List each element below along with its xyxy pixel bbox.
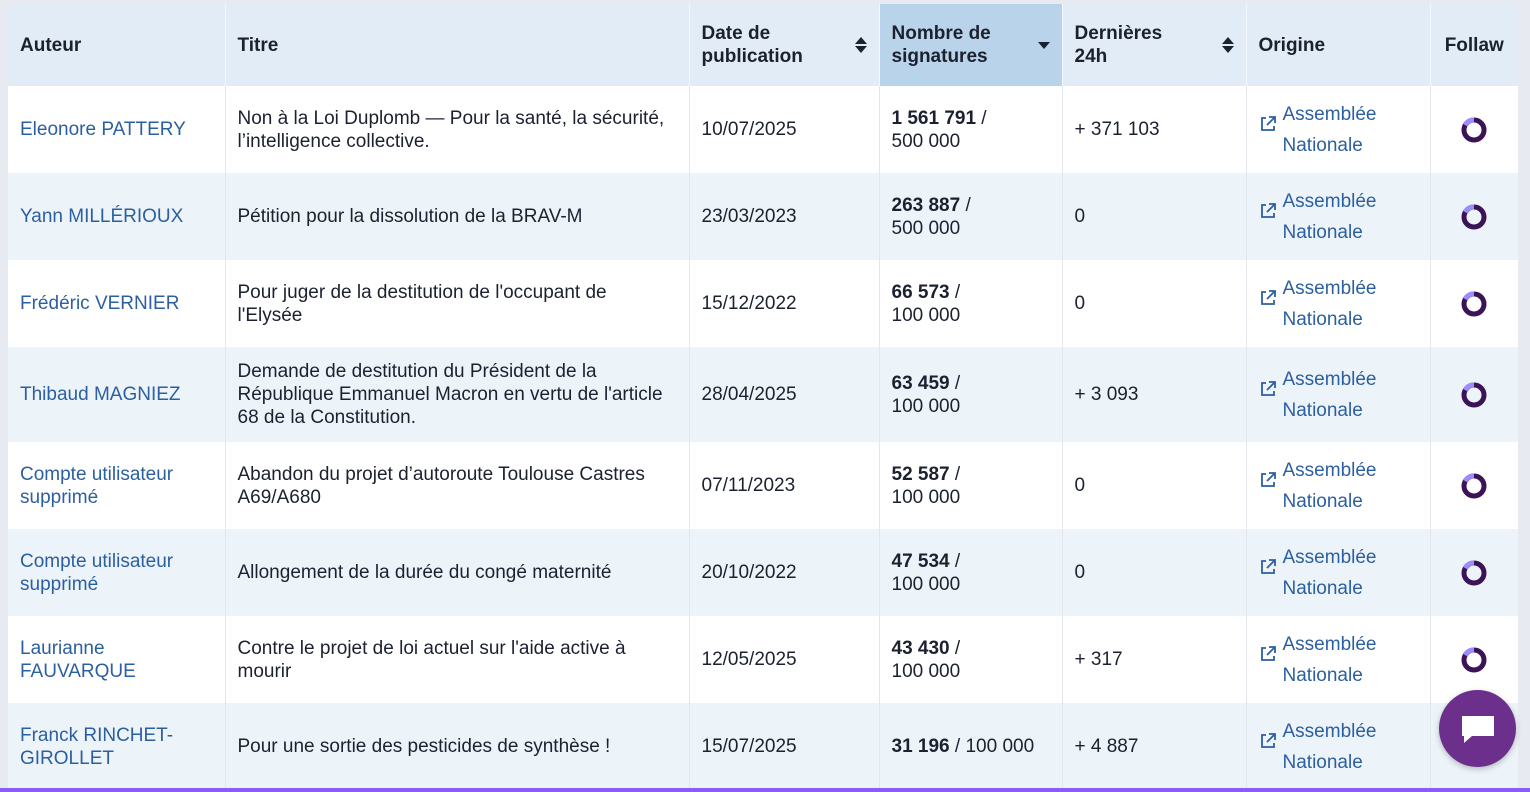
- origin-label: Assemblée Nationale: [1282, 720, 1377, 773]
- table-row: [8, 173, 1518, 260]
- sort-desc-icon[interactable]: [1038, 42, 1050, 49]
- follaw-logo-icon[interactable]: [1460, 381, 1488, 409]
- last24h-value: 0: [1074, 475, 1086, 496]
- date-cell: [689, 173, 879, 260]
- author-link[interactable]: Compte utilisateur supprimé: [20, 463, 174, 508]
- publication-date: 20/10/2022: [701, 562, 797, 583]
- origin-cell[interactable]: [1246, 529, 1430, 616]
- signature-goal: 100 000: [891, 304, 961, 326]
- signatures-cell: 31 196 / 100 000: [879, 703, 1062, 790]
- origin-label: Assemblée Nationale: [1282, 368, 1377, 421]
- title-cell: [225, 173, 689, 260]
- header-follaw: [1430, 4, 1518, 86]
- external-link-icon: [1259, 202, 1277, 220]
- signatures-cell: 1 561 791 / 500 000: [879, 86, 1062, 173]
- last24h-value: + 371 103: [1074, 119, 1160, 140]
- header-title-label: Titre: [237, 34, 279, 56]
- external-link-icon: [1259, 289, 1277, 307]
- header-author: [8, 4, 225, 86]
- date-cell: [689, 86, 879, 173]
- external-link-icon: [1259, 115, 1277, 133]
- petitions-table: [8, 4, 1518, 790]
- external-link-icon: [1259, 380, 1277, 398]
- last24h-cell: [1062, 442, 1246, 529]
- last24h-value: 0: [1074, 293, 1086, 314]
- header-origin: [1246, 4, 1430, 86]
- title-cell: [225, 529, 689, 616]
- author-link[interactable]: Franck RINCHET-GIROLLET: [20, 724, 174, 769]
- signatures-cell: 47 534 / 100 000: [879, 529, 1062, 616]
- signatures-cell: 263 887 / 500 000: [879, 173, 1062, 260]
- title-cell: [225, 260, 689, 347]
- origin-link[interactable]: [1259, 455, 1418, 517]
- signatures-cell: 52 587 / 100 000: [879, 442, 1062, 529]
- publication-date: 12/05/2025: [701, 649, 797, 670]
- origin-cell[interactable]: [1246, 260, 1430, 347]
- follaw-cell[interactable]: [1430, 260, 1518, 347]
- follaw-logo-icon[interactable]: [1460, 203, 1488, 231]
- table-row: [8, 347, 1518, 442]
- signature-goal: 100 000: [965, 736, 1035, 757]
- origin-label: Assemblée Nationale: [1282, 277, 1377, 330]
- last24h-cell: [1062, 616, 1246, 703]
- last24h-cell: [1062, 260, 1246, 347]
- author-link[interactable]: Thibaud MAGNIEZ: [20, 384, 181, 405]
- origin-link[interactable]: [1259, 186, 1418, 248]
- origin-cell[interactable]: [1246, 86, 1430, 173]
- external-link-icon: [1259, 645, 1277, 663]
- origin-cell[interactable]: [1246, 442, 1430, 529]
- origin-link[interactable]: [1259, 99, 1418, 161]
- title-cell: [225, 347, 689, 442]
- signature-count: 66 573: [891, 281, 950, 303]
- signatures-cell: 63 459 / 100 000: [879, 347, 1062, 442]
- publication-date: 15/12/2022: [701, 293, 797, 314]
- header-last24h[interactable]: [1062, 4, 1246, 86]
- title-cell: [225, 616, 689, 703]
- last24h-cell: [1062, 703, 1246, 790]
- signature-count: 47 534: [891, 550, 950, 572]
- follaw-logo-icon[interactable]: [1460, 559, 1488, 587]
- signature-count: 43 430: [891, 637, 950, 659]
- publication-date: 10/07/2025: [701, 119, 797, 140]
- last24h-value: 0: [1074, 206, 1086, 227]
- follaw-cell[interactable]: [1430, 347, 1518, 442]
- table-row: [8, 260, 1518, 347]
- title-cell: [225, 442, 689, 529]
- author-link[interactable]: Compte utilisateur supprimé: [20, 550, 174, 595]
- date-cell: [689, 347, 879, 442]
- origin-cell[interactable]: [1246, 703, 1430, 790]
- signature-goal: 500 000: [891, 217, 961, 239]
- follaw-logo-icon[interactable]: [1460, 472, 1488, 500]
- author-cell[interactable]: [8, 347, 225, 442]
- title-cell: [225, 703, 689, 790]
- author-cell[interactable]: [8, 260, 225, 347]
- origin-link[interactable]: [1259, 542, 1418, 604]
- petition-title: Abandon du projet d’autoroute Toulouse Castres A69/A680: [237, 463, 645, 508]
- origin-link[interactable]: [1259, 273, 1418, 335]
- follaw-logo-icon[interactable]: [1460, 116, 1488, 144]
- header-date-label: Date de publication: [701, 23, 803, 67]
- table-header-row: [8, 4, 1518, 86]
- header-origin-label: Origine: [1258, 34, 1326, 56]
- table-row: [8, 616, 1518, 703]
- last24h-cell: [1062, 86, 1246, 173]
- signature-goal: 100 000: [891, 660, 961, 682]
- petition-title: Pétition pour la dissolution de la BRAV-M: [237, 206, 583, 227]
- origin-link[interactable]: [1259, 716, 1418, 778]
- signature-count: 31 196: [891, 736, 950, 757]
- publication-date: 23/03/2023: [701, 206, 797, 227]
- header-signatures[interactable]: [879, 4, 1062, 86]
- petition-title: Contre le projet de loi actuel sur l'aide active à mourir: [237, 637, 626, 682]
- origin-cell[interactable]: [1246, 173, 1430, 260]
- external-link-icon: [1259, 471, 1277, 489]
- date-cell: [689, 703, 879, 790]
- signature-count: 263 887: [891, 194, 961, 216]
- publication-date: 28/04/2025: [701, 384, 797, 405]
- header-author-label: Auteur: [20, 34, 82, 56]
- petition-title: Allongement de la durée du congé maternité: [237, 562, 612, 583]
- signature-count: 52 587: [891, 463, 950, 485]
- last24h-value: + 4 887: [1074, 736, 1139, 757]
- table-row: [8, 86, 1518, 173]
- date-cell: [689, 260, 879, 347]
- follaw-cell[interactable]: [1430, 173, 1518, 260]
- publication-date: 15/07/2025: [701, 736, 797, 757]
- last24h-cell: [1062, 347, 1246, 442]
- chat-button[interactable]: [1439, 690, 1516, 767]
- author-link[interactable]: Yann MILLÉRIOUX: [20, 206, 184, 227]
- follaw-cell[interactable]: [1430, 442, 1518, 529]
- follaw-cell[interactable]: [1430, 86, 1518, 173]
- header-title: [225, 4, 689, 86]
- author-cell[interactable]: [8, 529, 225, 616]
- follaw-logo-icon[interactable]: [1460, 290, 1488, 318]
- petition-title: Non à la Loi Duplomb — Pour la santé, la sécurité, l’intelligence collective.: [237, 107, 665, 152]
- author-link[interactable]: Frédéric VERNIER: [20, 293, 180, 314]
- accent-bar: [0, 788, 1530, 792]
- signatures-cell: 43 430 / 100 000: [879, 616, 1062, 703]
- origin-cell[interactable]: [1246, 616, 1430, 703]
- origin-label: Assemblée Nationale: [1282, 190, 1377, 243]
- header-signatures-label: Nombre de signatures: [891, 23, 991, 67]
- origin-label: Assemblée Nationale: [1282, 459, 1377, 512]
- table-row: [8, 529, 1518, 616]
- petitions-table-container: [8, 4, 1518, 790]
- origin-label: Assemblée Nationale: [1282, 103, 1377, 156]
- last24h-cell: [1062, 529, 1246, 616]
- header-last24h-label: Dernières 24h: [1074, 23, 1163, 67]
- origin-link[interactable]: [1259, 364, 1418, 426]
- last24h-value: 0: [1074, 562, 1086, 583]
- date-cell: [689, 616, 879, 703]
- sort-both-icon[interactable]: [1222, 37, 1234, 53]
- sort-both-icon[interactable]: [855, 37, 867, 53]
- date-cell: [689, 442, 879, 529]
- chat-icon: [1458, 712, 1498, 746]
- signatures-cell: 66 573 / 100 000: [879, 260, 1062, 347]
- date-cell: [689, 529, 879, 616]
- follaw-logo-icon[interactable]: [1460, 646, 1488, 674]
- signature-goal: 100 000: [891, 395, 961, 417]
- last24h-cell: [1062, 173, 1246, 260]
- title-cell: [225, 86, 689, 173]
- author-cell[interactable]: [8, 703, 225, 790]
- header-date[interactable]: [689, 4, 879, 86]
- signature-goal: 500 000: [891, 130, 961, 152]
- petition-title: Pour une sortie des pesticides de synthèse !: [237, 736, 611, 757]
- author-cell[interactable]: [8, 616, 225, 703]
- petition-title: Demande de destitution du Président de la République Emmanuel Macron en vertu de l'article 68 de la Constitution.: [237, 361, 663, 428]
- author-link[interactable]: Laurianne FAUVARQUE: [20, 637, 136, 682]
- author-cell[interactable]: [8, 442, 225, 529]
- table-row: [8, 703, 1518, 790]
- last24h-value: + 317: [1074, 649, 1123, 670]
- external-link-icon: [1259, 732, 1277, 750]
- signature-count: 1 561 791: [891, 107, 977, 129]
- origin-label: Assemblée Nationale: [1282, 633, 1377, 686]
- origin-link[interactable]: [1259, 629, 1418, 691]
- signature-count: 63 459: [891, 372, 950, 394]
- publication-date: 07/11/2023: [701, 475, 796, 496]
- author-cell[interactable]: [8, 173, 225, 260]
- last24h-value: + 3 093: [1074, 384, 1139, 405]
- table-row: [8, 442, 1518, 529]
- author-link[interactable]: Eleonore PATTERY: [20, 119, 186, 140]
- origin-cell[interactable]: [1246, 347, 1430, 442]
- follaw-cell[interactable]: [1430, 529, 1518, 616]
- origin-label: Assemblée Nationale: [1282, 546, 1377, 599]
- petition-title: Pour juger de la destitution de l'occupant de l'Elysée: [237, 281, 607, 326]
- header-follaw-label: Follaw: [1444, 34, 1504, 56]
- signature-goal: 100 000: [891, 573, 961, 595]
- signature-goal: 100 000: [891, 486, 961, 508]
- external-link-icon: [1259, 558, 1277, 576]
- author-cell[interactable]: [8, 86, 225, 173]
